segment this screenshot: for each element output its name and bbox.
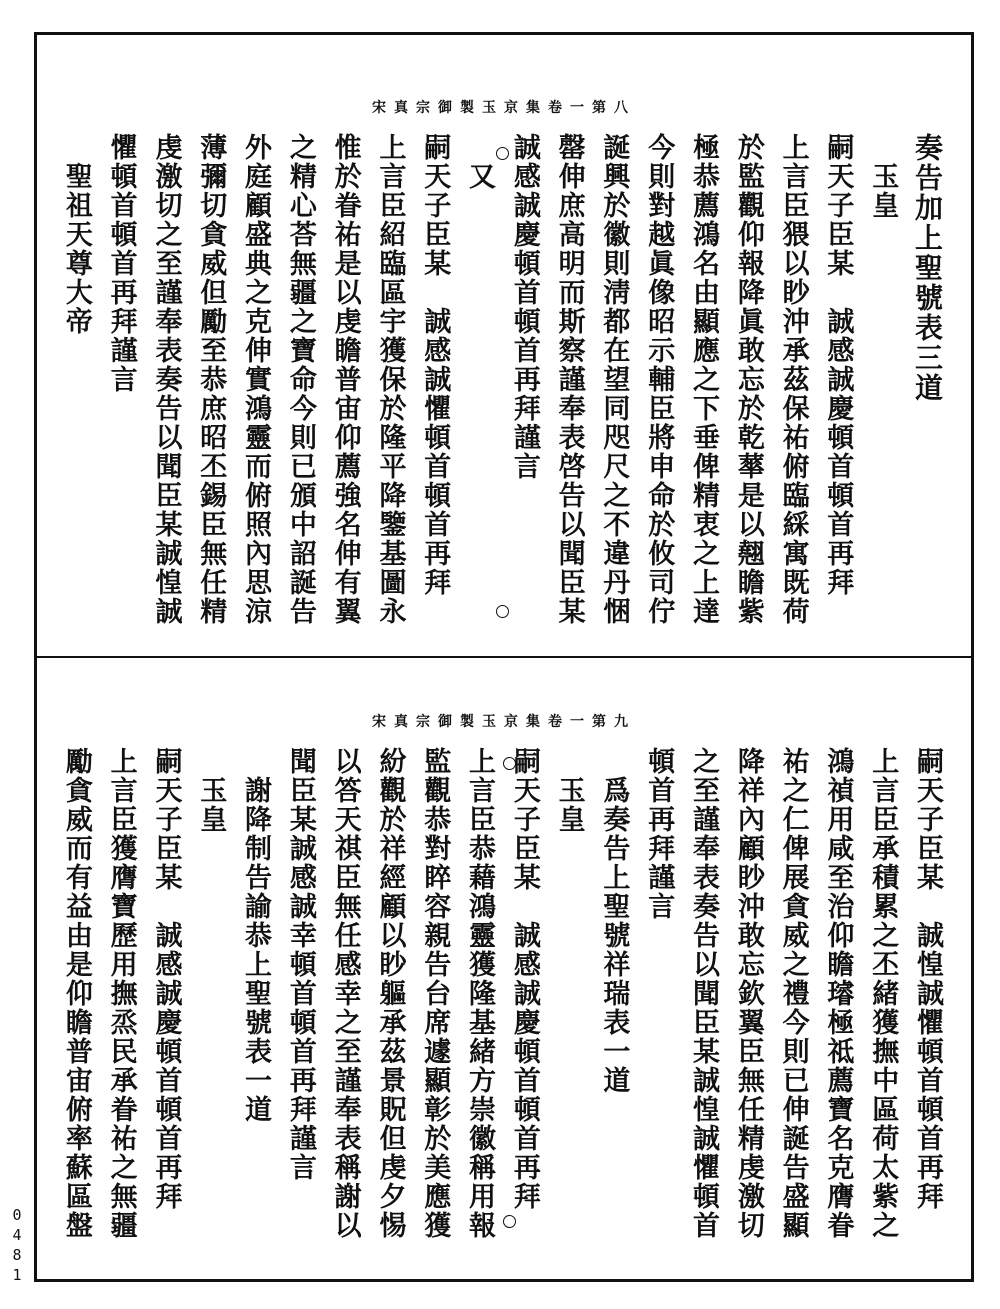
text-column: 上言臣承積累之丕緒獲撫中區荷太紫之	[867, 747, 899, 1240]
punctuation-circle-mark	[503, 1215, 516, 1228]
text-column: 玉皇	[867, 133, 899, 220]
text-column: 上言臣猥以眇沖承茲保祐俯臨綵寓既荷	[777, 133, 809, 626]
text-column: 懼頓首頓首再拜謹言	[105, 133, 137, 394]
text-column: 謝降制告諭恭上聖號表一道	[240, 747, 272, 1124]
punctuation-circle-mark	[496, 605, 509, 618]
text-column: 之至謹奉表奏告以聞臣某誠惶誠懼頓首	[688, 747, 720, 1240]
text-column: 以答天祺臣無任感幸之至謹奉表稱謝以	[329, 747, 361, 1240]
text-column: 又	[464, 133, 496, 191]
text-column: 誕興於徽則淸都在望同咫尺之不違丹悃	[598, 133, 630, 626]
top-page-columns	[57, 133, 951, 643]
text-column: 祐之仁俾展貪威之禮今則已伸誕告盛顯	[777, 747, 809, 1240]
text-column: 嗣天子臣某 誠感誠慶頓首頓首再拜	[508, 747, 540, 1211]
text-column: 聞臣某誠感誠幸頓首頓首再拜謹言	[284, 747, 316, 1182]
bottom-page-header: 宋真宗御製玉京集卷一第九	[372, 714, 636, 730]
text-column: 極恭薦鴻名由顯應之下垂俾精衷之上達	[688, 133, 720, 626]
text-column: 於監觀仰報降眞敢忘於乾蕐是以翹瞻紫	[732, 133, 764, 626]
text-column: 監觀恭對睟容親告台席遽顯彰於美應獲	[419, 747, 451, 1240]
text-column: 嗣天子臣某 誠感誠慶頓首頓首再拜	[150, 747, 182, 1211]
text-column: 嗣天子臣某 誠感誠慶頓首頓首再拜	[822, 133, 854, 597]
bottom-page	[37, 659, 971, 1279]
top-page-header: 宋真宗御製玉京集卷一第八	[372, 100, 636, 116]
text-column: 上言臣紹臨區宇獲保於隆平降鑒基圖永	[374, 133, 406, 626]
text-column: 玉皇	[553, 747, 585, 834]
text-column: 勵貪威而有益由是仰瞻普宙俯率蘇區盤	[60, 747, 92, 1240]
text-column: 上言臣獲膺寶歷用撫烝民承眷祐之無疆	[105, 747, 137, 1240]
text-column: 上言臣恭藉鴻靈獲隆基緒方崇徽稱用報	[464, 747, 496, 1240]
text-column: 之精心荅無疆之寶命今則已頒中詔誕告	[284, 133, 316, 626]
text-column: 今則對越眞像昭示輔臣將申命於攸司佇	[643, 133, 675, 626]
text-column: 紛觀於祥經顧以眇軀承茲景貺但虔夕惕	[374, 747, 406, 1240]
text-column: 罄伸庶高明而斯察謹奉表啓告以聞臣某	[553, 133, 585, 626]
text-column: 外庭顧盛典之克伸實鴻靈而俯照內思涼	[240, 133, 272, 626]
punctuation-circle-mark	[496, 147, 509, 160]
text-column: 頓首再拜謹言	[643, 747, 675, 921]
text-column: 鴻禎用咸至治仰瞻璿極祗薦寶名克膺眷	[822, 747, 854, 1240]
text-column: 薄彌切貪威但勵至恭庶昭丕錫臣無任精	[195, 133, 227, 626]
text-column: 虔激切之至謹奉表奏告以聞臣某誠惶誠	[150, 133, 182, 626]
text-column: 惟於眷祐是以虔瞻普宙仰薦強名伸有翼	[329, 133, 361, 626]
text-column: 嗣天子臣某 誠惶誠懼頓首頓首再拜	[912, 747, 943, 1211]
punctuation-circle-mark	[503, 757, 516, 770]
top-page	[37, 35, 971, 655]
bottom-page-columns	[57, 747, 951, 1267]
text-column: 聖祖天尊大帝	[60, 133, 92, 336]
text-column: 爲奏告上聖號祥瑞表一道	[598, 747, 630, 1095]
text-column: 降祥內顧眇沖敢忘欽翼臣無任精虔激切	[732, 747, 764, 1240]
text-column: 玉皇	[195, 747, 227, 834]
text-column: 奏告加上聖號表三道	[911, 133, 944, 403]
text-column: 誠感誠慶頓首頓首再拜謹言	[508, 133, 540, 481]
page-divider	[34, 656, 974, 658]
page-number: 0481	[8, 1206, 26, 1286]
text-column: 嗣天子臣某 誠感誠懼頓首頓首再拜	[419, 133, 451, 597]
